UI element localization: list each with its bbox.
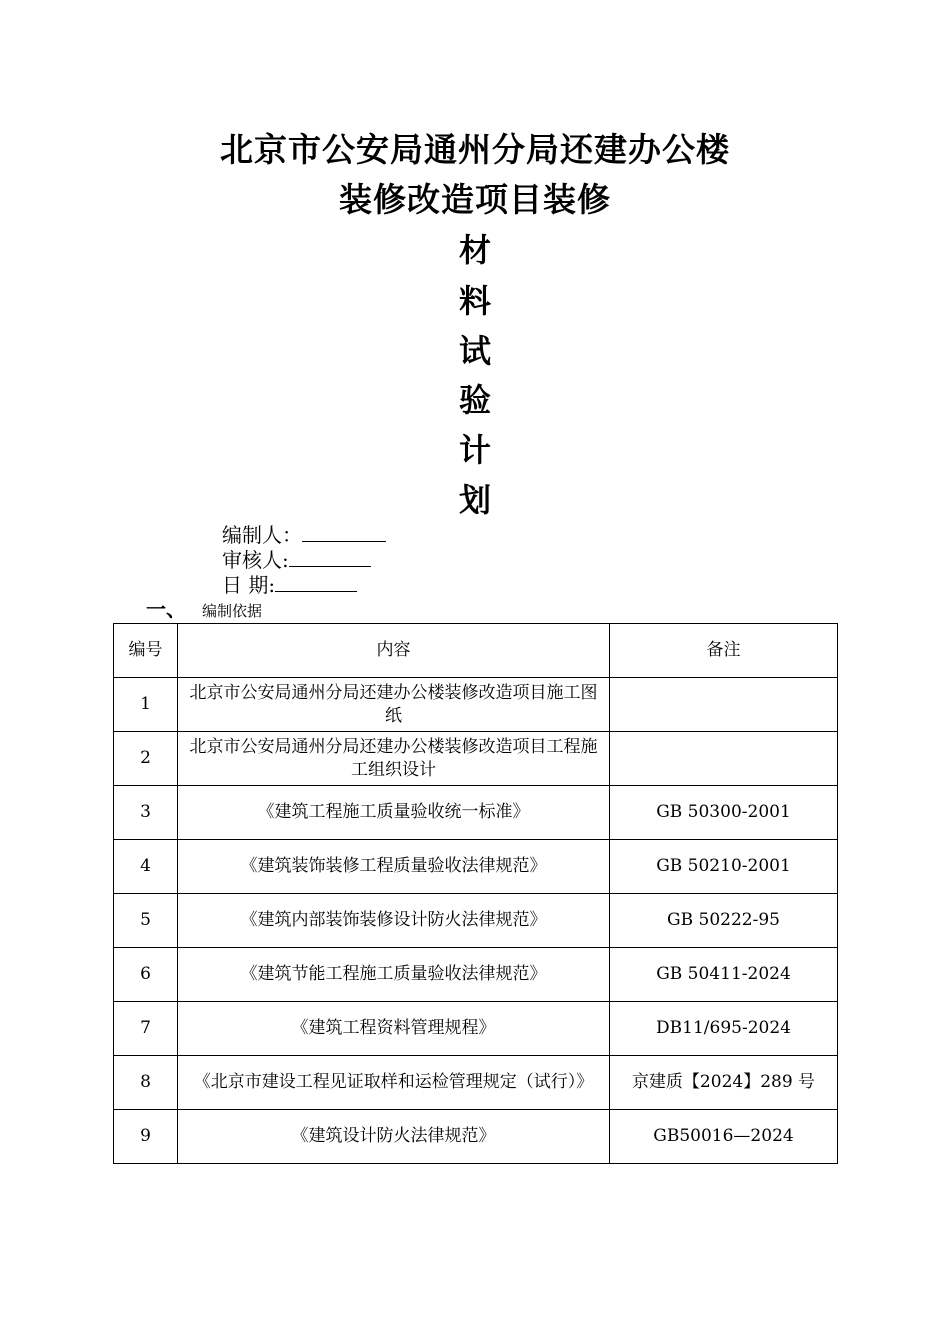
row-number: 7 [114, 1002, 178, 1056]
row-content: 北京市公安局通州分局还建办公楼装修改造项目施工图纸 [178, 678, 610, 732]
row-content: 《建筑工程资料管理规程》 [178, 1002, 610, 1056]
reviewer-label: 审核人: [222, 548, 289, 572]
table-row [114, 732, 838, 786]
header-number: 编号 [114, 624, 178, 678]
compiler-blank [302, 523, 386, 542]
row-note [610, 678, 838, 732]
document-title-line-1: 北京市公安局通州分局还建办公楼 [220, 130, 730, 169]
row-content: 北京市公安局通州分局还建办公楼装修改造项目工程施工组织设计 [178, 732, 610, 786]
row-number: 3 [114, 786, 178, 840]
compiler-label: 编制人： [222, 523, 302, 547]
vertical-title-char: 料 [458, 282, 491, 320]
date-label: 日 期: [222, 573, 276, 597]
row-content: 《建筑内部装饰装修设计防火法律规范》 [178, 894, 610, 948]
row-number: 9 [114, 1110, 178, 1164]
date-blank [275, 573, 357, 592]
row-note: GB 50300-2001 [610, 786, 838, 840]
table-row [114, 786, 838, 840]
row-note: GB50016—2024 [610, 1110, 838, 1164]
row-note [610, 732, 838, 786]
row-content: 《建筑装饰装修工程质量验收法律规范》 [178, 840, 610, 894]
basis-table [113, 623, 838, 1164]
row-number: 6 [114, 948, 178, 1002]
row-number: 5 [114, 894, 178, 948]
table-row [114, 840, 838, 894]
section-number: 一、 [146, 597, 186, 621]
section-title: 编制依据 [202, 602, 263, 620]
document-title-line-2: 装修改造项目装修 [339, 180, 611, 219]
compiler-signature-line [222, 523, 386, 547]
table-row [114, 678, 838, 732]
row-content: 《建筑设计防火法律规范》 [178, 1110, 610, 1164]
row-number: 4 [114, 840, 178, 894]
section-heading [146, 598, 262, 622]
vertical-title-char: 划 [458, 481, 491, 519]
table-row [114, 1110, 838, 1164]
row-note: 京建质【2024】289 号 [610, 1056, 838, 1110]
row-note: GB 50222-95 [610, 894, 838, 948]
row-content: 《建筑工程施工质量验收统一标准》 [178, 786, 610, 840]
row-content: 《建筑节能工程施工质量验收法律规范》 [178, 948, 610, 1002]
date-signature-line [222, 573, 357, 597]
vertical-title-char: 验 [458, 381, 491, 419]
table-row [114, 894, 838, 948]
header-content: 内容 [178, 624, 610, 678]
reviewer-blank [289, 548, 371, 567]
header-note: 备注 [610, 624, 838, 678]
row-number: 2 [114, 732, 178, 786]
table-row [114, 948, 838, 1002]
table-row [114, 1002, 838, 1056]
reviewer-signature-line [222, 548, 371, 572]
row-number: 8 [114, 1056, 178, 1110]
row-note: DB11/695-2024 [610, 1002, 838, 1056]
vertical-title-char: 计 [458, 431, 491, 469]
row-content: 《北京市建设工程见证取样和运检管理规定（试行）》 [178, 1056, 610, 1110]
vertical-title-char: 试 [458, 332, 491, 370]
table-header-row [114, 624, 838, 678]
row-note: GB 50411-2024 [610, 948, 838, 1002]
table-row [114, 1056, 838, 1110]
row-number: 1 [114, 678, 178, 732]
vertical-title-char: 材 [458, 231, 491, 269]
row-note: GB 50210-2001 [610, 840, 838, 894]
